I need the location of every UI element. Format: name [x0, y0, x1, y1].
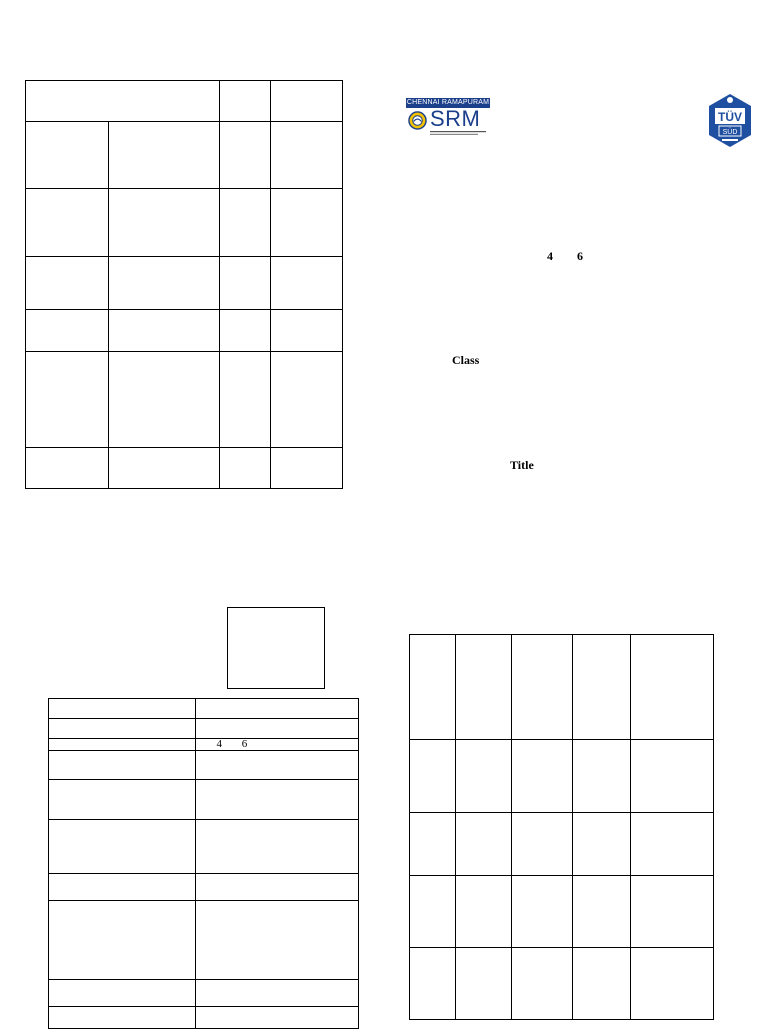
- table-cell: [511, 635, 573, 740]
- tuv-text: TÜV: [718, 110, 742, 124]
- table-row: [26, 189, 343, 257]
- table-cell: [220, 310, 271, 352]
- table-cell: [220, 257, 271, 310]
- table-cell: [220, 448, 271, 489]
- table-cell: [271, 122, 343, 189]
- table-cell: [271, 448, 343, 489]
- table-cell: [573, 876, 631, 948]
- srm-emblem-icon: [408, 111, 427, 130]
- table-row: [49, 820, 359, 874]
- table-cell: [410, 635, 456, 740]
- srm-tagline: [430, 130, 488, 136]
- cover-class-label: Class: [452, 353, 480, 367]
- table-cell: [49, 874, 196, 901]
- grid-table-bottom-right: [409, 634, 714, 1020]
- tuv-certification-logo: [707, 93, 753, 148]
- table-cell: [196, 719, 359, 739]
- table-cell: [26, 448, 109, 489]
- table-cell: [196, 820, 359, 874]
- table-cell: [196, 980, 359, 1007]
- table-cell: [410, 740, 456, 813]
- table-row: [49, 699, 359, 719]
- table-row: [26, 352, 343, 448]
- table-cell: [220, 81, 271, 122]
- cover-semester-b: 6: [577, 249, 583, 263]
- photo-box: [227, 607, 325, 689]
- table-cell: [26, 122, 109, 189]
- table-cell: [271, 352, 343, 448]
- srm-banner: CHENNAI RAMAPURAM: [406, 99, 490, 106]
- table-row: [49, 719, 359, 739]
- table-cell: [220, 352, 271, 448]
- table-cell: [410, 813, 456, 876]
- table-cell: [26, 310, 109, 352]
- table-cell: [220, 189, 271, 257]
- table-row: [410, 740, 714, 813]
- table-cell: [109, 448, 220, 489]
- tuv-sub-text: SÜD: [722, 129, 738, 136]
- table-cell: [220, 122, 271, 189]
- table-cell: [631, 740, 714, 813]
- table-cell: [109, 122, 220, 189]
- table-cell: [109, 257, 220, 310]
- table-cell: [631, 635, 714, 740]
- table-cell: [271, 189, 343, 257]
- table-row: [49, 1007, 359, 1029]
- table-row: [49, 751, 359, 780]
- table-cell: [455, 876, 511, 948]
- table-cell: [26, 257, 109, 310]
- table-cell: [511, 876, 573, 948]
- table-row: [410, 876, 714, 948]
- grid-table-top-left: [25, 80, 343, 489]
- table-cell: [410, 948, 456, 1020]
- cover-title-label: Title: [510, 458, 534, 472]
- table-cell: [49, 820, 196, 874]
- table-cell: [49, 751, 196, 780]
- table-cell: [573, 948, 631, 1020]
- table-cell: [109, 310, 220, 352]
- table-cell: [49, 699, 196, 719]
- table-cell: [511, 948, 573, 1020]
- table-cell: [410, 876, 456, 948]
- table-row: [49, 874, 359, 901]
- table-row: [49, 901, 359, 980]
- table-cell: [26, 189, 109, 257]
- table-cell: [455, 635, 511, 740]
- table-cell: [26, 352, 109, 448]
- table-row: [26, 81, 343, 122]
- table-cell: [49, 780, 196, 820]
- table-cell: [631, 948, 714, 1020]
- srm-logo: [406, 98, 490, 138]
- semester-cell: [196, 739, 359, 751]
- table-cell: [49, 901, 196, 980]
- table-cell: [271, 310, 343, 352]
- table-cell: [631, 813, 714, 876]
- table-cell: [109, 352, 220, 448]
- table-cell: [196, 751, 359, 780]
- table-cell: [511, 813, 573, 876]
- table-cell: [196, 874, 359, 901]
- table-cell: [455, 948, 511, 1020]
- cover-semester-a: 4: [547, 249, 553, 263]
- table-cell: [196, 699, 359, 719]
- details-table: [48, 698, 359, 1029]
- table-cell: [271, 257, 343, 310]
- table-cell: [196, 780, 359, 820]
- table-cell: [49, 739, 196, 751]
- table-cell: [631, 876, 714, 948]
- table-cell: [573, 740, 631, 813]
- table-row: [26, 122, 343, 189]
- details-semester-a: 4: [216, 738, 222, 750]
- table-cell: [573, 635, 631, 740]
- table-cell: [455, 813, 511, 876]
- table-cell: [49, 719, 196, 739]
- table-cell: [573, 813, 631, 876]
- details-semester-b: 6: [241, 738, 248, 750]
- table-row: [410, 948, 714, 1020]
- table-cell: [196, 901, 359, 980]
- table-cell: [109, 189, 220, 257]
- srm-wordmark: SRM: [430, 106, 481, 131]
- table-cell: [455, 740, 511, 813]
- table-row: [49, 980, 359, 1007]
- table-row: [26, 448, 343, 489]
- table-row: [49, 780, 359, 820]
- table-row: [410, 635, 714, 740]
- table-cell: [26, 81, 220, 122]
- table-cell: [196, 1007, 359, 1029]
- table-cell: [511, 740, 573, 813]
- table-row: [26, 310, 343, 352]
- table-row: [26, 257, 343, 310]
- table-cell: [49, 980, 196, 1007]
- table-row: [49, 739, 359, 751]
- table-row: [410, 813, 714, 876]
- table-cell: [49, 1007, 196, 1029]
- table-cell: [271, 81, 343, 122]
